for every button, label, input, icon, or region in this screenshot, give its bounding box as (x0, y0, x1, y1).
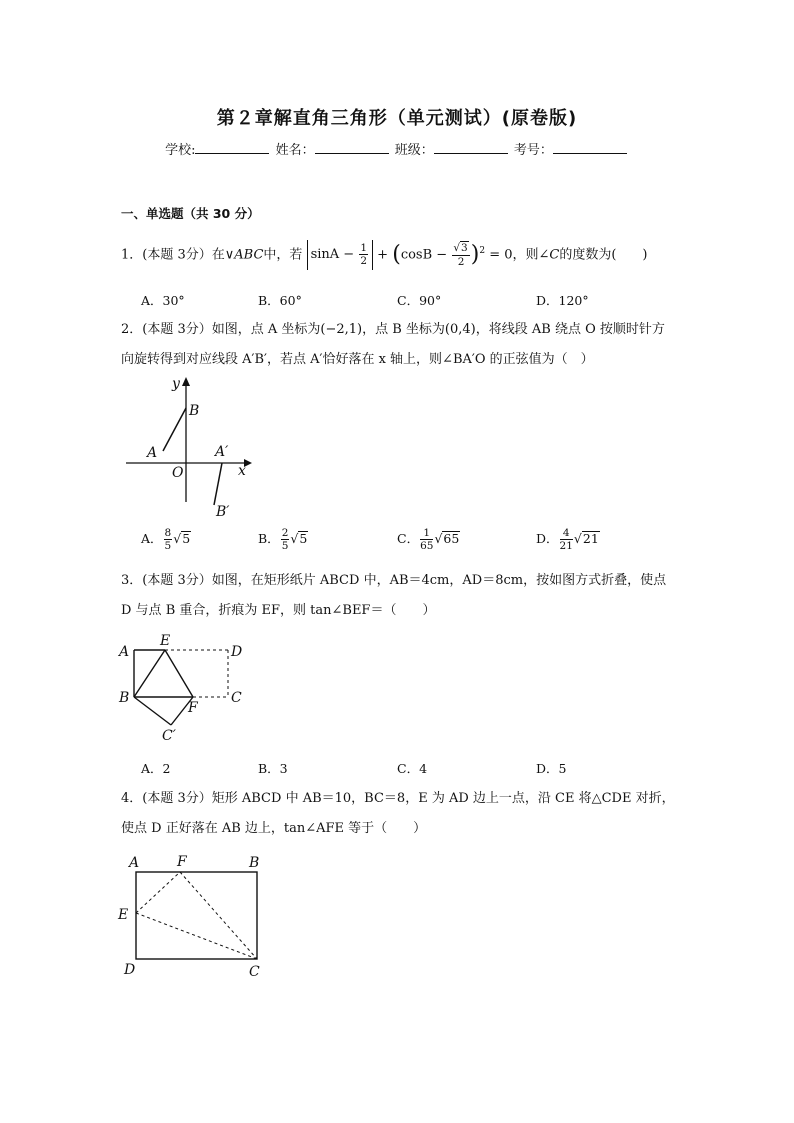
q2-b-letter: B． (258, 531, 280, 546)
q3-option-a[interactable]: A．2 (141, 761, 171, 776)
q2-d-fraction (560, 527, 573, 552)
q1-angle-c: ∠C (538, 247, 560, 263)
label-a-prime: A′ (215, 444, 229, 460)
q1-option-c[interactable]: C．90° (397, 293, 442, 308)
school-label: 学校: (165, 143, 196, 158)
section-title: 一、单选题（共 30 分） (121, 206, 260, 221)
q2-option-b[interactable]: B． $\frac{2}{5}$ √5 (258, 527, 308, 552)
q3-option-c[interactable]: C．4 (397, 761, 428, 776)
q2-c-fraction (420, 527, 433, 552)
question-3-line-1: 3．(本题 3分）如图，在矩形纸片 ABCD 中，AB＝4cm，AD＝8cm，按如图方式折叠，使点 (121, 573, 667, 588)
q2-c-den: 65 (420, 540, 434, 552)
q1-minus: − (343, 246, 355, 262)
label-x: x (238, 463, 246, 479)
rectangle-abcd (136, 872, 257, 959)
q1-equals: = 0，则 (489, 247, 539, 263)
q2-b-den: 5 (281, 540, 289, 552)
q3-folding-figure (115, 630, 255, 745)
edge-be (134, 650, 165, 697)
q2-c-num: 1 (420, 527, 433, 540)
q3-option-d[interactable]: D．5 (536, 761, 567, 776)
q2-d-letter: D． (536, 531, 559, 546)
edge-ef (165, 650, 193, 697)
name-label: 姓名： (275, 143, 315, 158)
label-b: B (119, 690, 130, 706)
q2-option-d[interactable]: D． $\frac{4}{21}$ √21 (536, 527, 599, 552)
question-3-line-2: D 与点 B 重合，折痕为 EF，则 tan∠BEF＝（ ） (121, 603, 436, 618)
q1-option-a[interactable]: A．30° (141, 293, 185, 308)
label-f: F (177, 854, 187, 870)
dashed-ef (136, 872, 180, 913)
y-axis-arrow (182, 377, 190, 386)
q1-option-b[interactable]: B．60° (258, 293, 302, 308)
dashed-fc (180, 872, 257, 959)
q1-root-den: 2 (457, 256, 465, 269)
q2-option-a[interactable]: A． $\frac{8}{5}$ √5 (141, 527, 191, 552)
q2-a-fraction (164, 527, 173, 552)
class-blank[interactable] (434, 142, 508, 154)
q1-minus-2: − (436, 247, 448, 263)
label-e: E (160, 633, 171, 649)
q2-b-num: 2 (281, 527, 289, 539)
q1-right-paren: ) (470, 241, 480, 267)
question-4-line-1: 4．(本题 3分）矩形 ABCD 中 AB＝10，BC＝8，E 为 AD 边上一点，沿 CE 将△CDE 对折， (121, 791, 675, 806)
q1-plus: + (377, 247, 389, 263)
q2-b-fraction (281, 527, 290, 552)
question-2-line-1: 2．(本题 3分）如图，点 A 坐标为(−2,1)，点 B 坐标为(0,4)，将线段 AB 绕点 O 按顺时针方 (121, 322, 665, 337)
q2-c-rad: 65 (443, 531, 460, 546)
q1-root-value: 3 (461, 242, 468, 255)
q2-d-num: 4 (560, 527, 573, 540)
q1-abs-term (307, 240, 373, 270)
id-label: 考号： (513, 143, 553, 158)
label-d: D (231, 644, 243, 660)
label-a: A (147, 445, 158, 461)
label-d: D (124, 962, 136, 978)
id-blank[interactable] (553, 142, 627, 154)
q2-option-c[interactable]: C． $\frac{1}{65}$ √65 (397, 527, 460, 552)
q2-a-rad: 5 (182, 531, 191, 546)
q1-root-fraction (452, 241, 469, 268)
label-c: C (249, 964, 260, 980)
label-y: y (172, 376, 180, 392)
question-2-line-2: 向旋转得到对应线段 A′B′，若点 A′恰好落在 x 轴上，则∠BA′O 的正弦值为（ ） (121, 352, 594, 367)
q1-triangle: ∨ABC (224, 247, 264, 263)
q2-a-num: 8 (164, 527, 172, 539)
label-f: F (188, 700, 198, 716)
class-label: 班级： (394, 143, 434, 158)
q2-d-rad: 21 (582, 531, 599, 546)
dashed-ec (136, 913, 257, 959)
question-1 (121, 237, 648, 270)
edge-bcp (134, 697, 171, 725)
label-e: E (118, 907, 129, 923)
label-c: C (231, 690, 242, 706)
name-blank[interactable] (315, 142, 389, 154)
q1-cos: cosB (400, 247, 433, 263)
q1-text: 中，若 (263, 247, 303, 263)
student-info-line (0, 139, 794, 158)
q2-d-den: 21 (559, 540, 573, 552)
q2-a-letter: A． (141, 531, 163, 546)
q1-tail: 的度数为( ) (559, 247, 648, 263)
q1-left-paren: ( (392, 241, 401, 267)
q3-option-b[interactable]: B．3 (258, 761, 288, 776)
label-b: B (189, 403, 200, 419)
label-c-prime: C′ (162, 728, 176, 744)
q1-half-fraction (359, 242, 368, 267)
q1-half-den: 2 (360, 254, 368, 267)
school-blank[interactable] (195, 142, 269, 154)
segment-ab (163, 408, 186, 451)
q2-b-rad: 5 (299, 531, 308, 546)
segment-apbp (214, 463, 222, 505)
label-b-prime: B′ (216, 504, 230, 520)
label-o: O (172, 465, 184, 481)
q1-half-num: 1 (360, 241, 368, 254)
q2-a-den: 5 (164, 540, 172, 552)
q4-rectangle-figure (112, 850, 272, 985)
label-a: A (119, 644, 130, 660)
question-4-line-2: 使点 D 正好落在 AB 边上，tan∠AFE 等于（ ） (121, 821, 427, 836)
page-title: 第２章解直角三角形（单元测试）(原卷版) (216, 108, 578, 129)
label-a: A (129, 855, 140, 871)
q1-option-d[interactable]: D．120° (536, 293, 589, 308)
label-b: B (249, 855, 260, 871)
q2-coordinate-figure (120, 372, 260, 522)
q2-c-letter: C． (397, 531, 420, 546)
q1-square: 2 (479, 246, 486, 256)
q1-root-num: √3 (453, 242, 468, 255)
q1-prefix: 1．(本题 3分）在 (121, 247, 225, 263)
q1-sin: sinA (310, 246, 340, 262)
